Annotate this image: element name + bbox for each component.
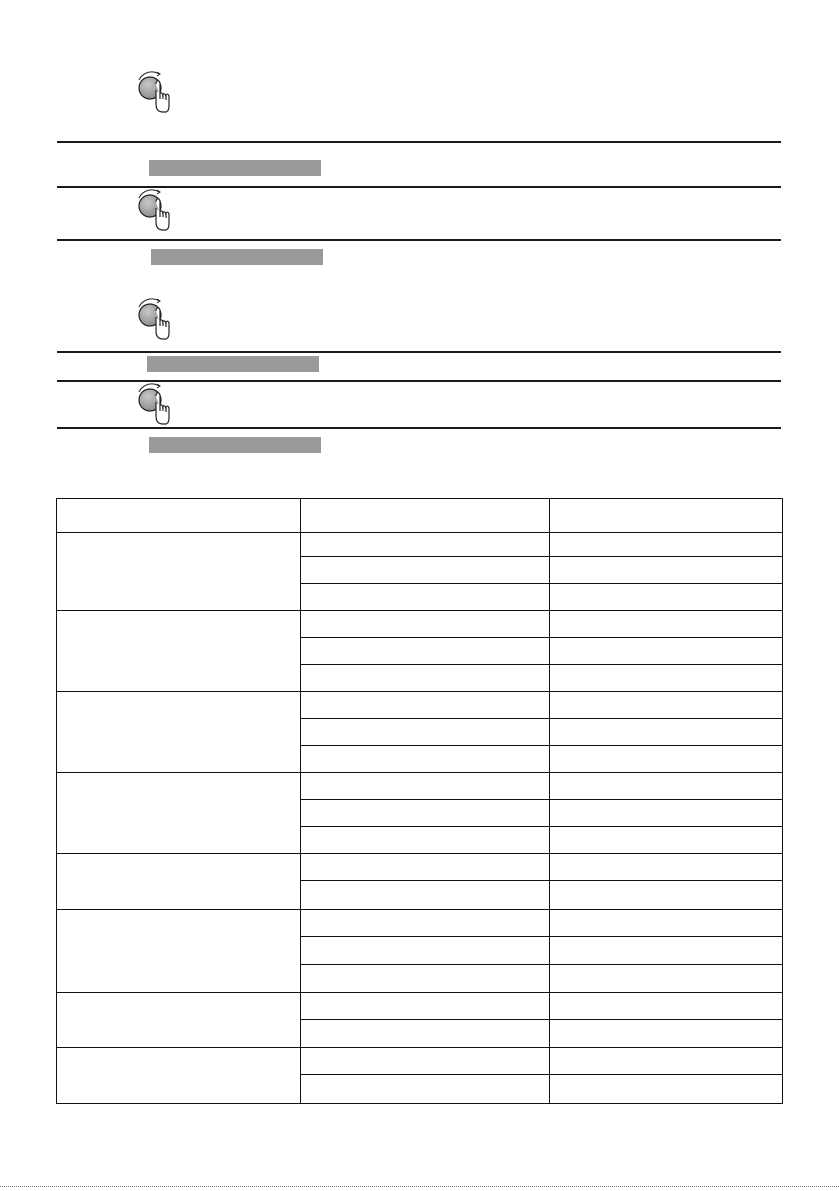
group-label-cell bbox=[57, 533, 301, 611]
table-row bbox=[57, 611, 783, 638]
knob-dial-icon bbox=[133, 297, 173, 343]
divider bbox=[57, 427, 781, 429]
table-cell bbox=[550, 854, 783, 881]
table-cell bbox=[301, 854, 550, 881]
table-cell bbox=[550, 1020, 783, 1048]
step-bar bbox=[147, 356, 319, 372]
table-cell bbox=[550, 584, 783, 611]
table-cell bbox=[550, 719, 783, 746]
group-label-cell bbox=[57, 1048, 301, 1104]
step-bar bbox=[149, 437, 321, 453]
table-cell bbox=[301, 584, 550, 611]
table-cell bbox=[550, 1075, 783, 1104]
table-cell bbox=[301, 827, 550, 854]
table-header-cell bbox=[57, 499, 301, 533]
table-cell bbox=[550, 937, 783, 965]
knob-dial-icon bbox=[133, 382, 173, 428]
table-cell bbox=[550, 746, 783, 773]
table-cell bbox=[301, 881, 550, 910]
group-label-cell bbox=[57, 611, 301, 692]
table-cell bbox=[301, 773, 550, 800]
table-cell bbox=[301, 993, 550, 1020]
group-label-cell bbox=[57, 773, 301, 854]
table-cell bbox=[550, 993, 783, 1020]
table-row bbox=[57, 1048, 783, 1075]
table-cell bbox=[550, 665, 783, 692]
knob-dial-icon bbox=[133, 188, 173, 234]
divider bbox=[57, 351, 781, 353]
step-bar bbox=[149, 160, 321, 176]
table-cell bbox=[550, 910, 783, 937]
table-row bbox=[57, 993, 783, 1020]
table-cell bbox=[301, 965, 550, 993]
table-cell bbox=[550, 611, 783, 638]
table-header-cell bbox=[301, 499, 550, 533]
table-cell bbox=[301, 692, 550, 719]
table-row bbox=[57, 533, 783, 557]
table-cell bbox=[550, 533, 783, 557]
table-row bbox=[57, 854, 783, 881]
step-bar bbox=[151, 249, 323, 265]
group-label-cell bbox=[57, 854, 301, 910]
table-header-cell bbox=[550, 499, 783, 533]
table-cell bbox=[301, 746, 550, 773]
table-cell bbox=[550, 827, 783, 854]
table-cell bbox=[550, 1048, 783, 1075]
page-edge bbox=[0, 1186, 839, 1188]
table-cell bbox=[550, 965, 783, 993]
table-cell bbox=[550, 881, 783, 910]
table-row bbox=[57, 692, 783, 719]
table-cell bbox=[301, 719, 550, 746]
table-cell bbox=[301, 937, 550, 965]
table-cell bbox=[301, 910, 550, 937]
table-cell bbox=[301, 800, 550, 827]
table-cell bbox=[301, 557, 550, 584]
table-cell bbox=[550, 638, 783, 665]
table-cell bbox=[550, 773, 783, 800]
table-cell bbox=[301, 1075, 550, 1104]
spec-table bbox=[56, 498, 783, 1104]
table-cell bbox=[301, 665, 550, 692]
table-cell bbox=[550, 557, 783, 584]
table-cell bbox=[301, 1048, 550, 1075]
group-label-cell bbox=[57, 692, 301, 773]
table-cell bbox=[301, 611, 550, 638]
table-cell bbox=[301, 638, 550, 665]
table-row bbox=[57, 910, 783, 937]
table-cell bbox=[550, 800, 783, 827]
table-cell bbox=[301, 1020, 550, 1048]
group-label-cell bbox=[57, 910, 301, 993]
table-cell bbox=[301, 533, 550, 557]
table-header-row bbox=[57, 499, 783, 533]
group-label-cell bbox=[57, 993, 301, 1048]
table-cell bbox=[550, 692, 783, 719]
knob-dial-icon bbox=[133, 70, 173, 116]
divider bbox=[57, 239, 781, 241]
divider bbox=[57, 141, 781, 143]
table-row bbox=[57, 773, 783, 800]
